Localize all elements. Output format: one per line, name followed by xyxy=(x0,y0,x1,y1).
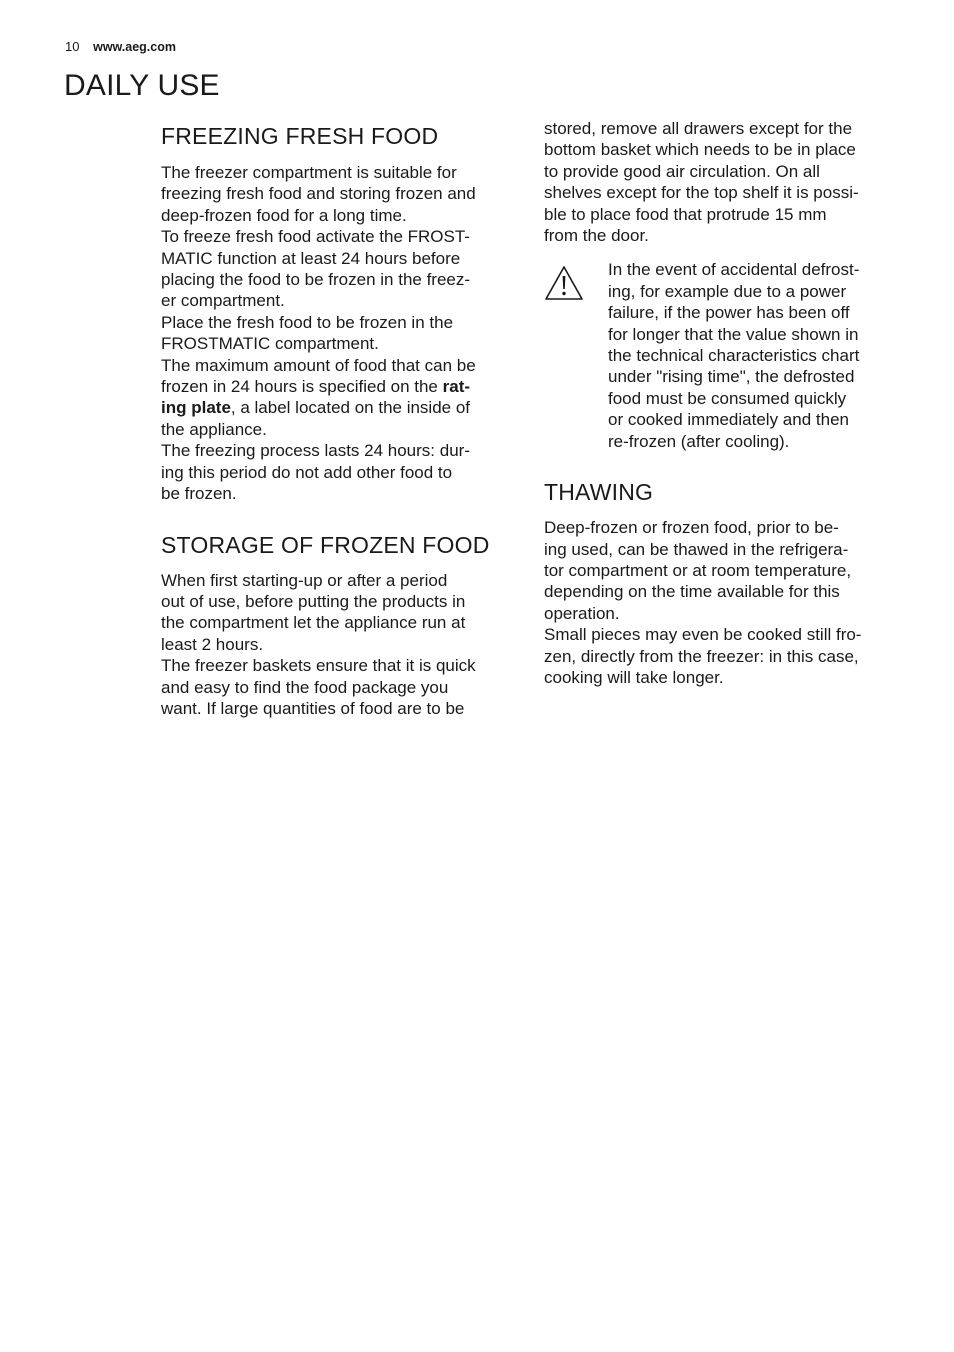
website-link[interactable]: www.aeg.com xyxy=(93,40,176,54)
text-line: or cooked immediately and then xyxy=(608,410,849,430)
text-line: bottom basket which needs to be in place xyxy=(544,140,856,160)
rating-line-pre: frozen in 24 hours is specified on the xyxy=(161,377,443,397)
text-line: to provide good air circulation. On all xyxy=(544,161,820,181)
text-line: FROSTMATIC compartment. xyxy=(161,334,379,354)
text-line: from the door. xyxy=(544,226,649,246)
text-line: The freezing process lasts 24 hours: dur- xyxy=(161,441,470,461)
text-line: The freezer compartment is suitable for xyxy=(161,163,457,182)
warning-icon-container xyxy=(544,259,608,452)
text-line-rating xyxy=(161,376,521,397)
left-column xyxy=(161,118,521,719)
text-line: want. If large quantities of food are to be xyxy=(161,698,465,718)
storage-paragraph-continued xyxy=(544,118,904,246)
text-line: least 2 hours. xyxy=(161,634,264,654)
storage-paragraph xyxy=(161,570,521,720)
section-title-freezing: FREEZING FRESH FOOD xyxy=(161,123,439,149)
rating-plate-term-1: rat- xyxy=(442,377,471,397)
text-line: be frozen. xyxy=(161,484,237,504)
text-line: the compartment let the appliance run at xyxy=(161,613,466,633)
section-thawing xyxy=(544,475,904,688)
text-line: for longer that the value shown in xyxy=(608,324,859,344)
text-line: out of use, before putting the products in xyxy=(161,591,466,611)
text-line: depending on the time available for this xyxy=(544,582,840,602)
text-line: The freezer baskets ensure that it is quick xyxy=(161,656,476,676)
page-number: 10 xyxy=(65,39,80,54)
section-freezing-fresh-food xyxy=(161,119,521,505)
section-storage-of-frozen-food xyxy=(161,528,521,720)
text-line: cooking will take longer. xyxy=(544,667,724,687)
text-line: and easy to find the food package you xyxy=(161,677,449,697)
page-title: DAILY USE xyxy=(64,69,220,102)
section-title-storage: STORAGE OF FROZEN FOOD xyxy=(161,531,490,558)
text-line-rating-2 xyxy=(161,397,521,418)
text-line: ing, for example due to a power xyxy=(608,281,847,301)
text-line: zen, directly from the freezer: in this case, xyxy=(544,646,859,666)
text-line: freezing fresh food and storing frozen and xyxy=(161,184,476,204)
text-line: re-frozen (after cooling). xyxy=(608,431,790,451)
text-line: deep-frozen food for a long time. xyxy=(161,205,407,225)
text-line: Place the fresh food to be frozen in the xyxy=(161,312,454,332)
rating-plate-term-2: ing plate xyxy=(161,398,231,418)
text-line: er compartment. xyxy=(161,291,285,311)
thawing-paragraph xyxy=(544,517,904,688)
text-line: under "rising time", the defrosted xyxy=(608,367,855,387)
text-line: operation. xyxy=(544,603,620,623)
warning-triangle-icon xyxy=(544,265,584,301)
text-line: MATIC function at least 24 hours before xyxy=(161,248,461,268)
text-line: shelves except for the top shelf it is possi- xyxy=(544,183,859,203)
text-line: Small pieces may even be cooked still fro- xyxy=(544,625,862,645)
freezing-paragraph xyxy=(161,162,521,505)
warning-text xyxy=(608,259,904,452)
section-title-thawing: THAWING xyxy=(544,479,654,506)
text-line: The maximum amount of food that can be xyxy=(161,355,476,375)
text-line: In the event of accidental defrost- xyxy=(608,260,860,280)
text-line: ing used, can be thawed in the refrigera- xyxy=(544,539,849,559)
text-line: placing the food to be frozen in the freez- xyxy=(161,270,471,290)
text-line: food must be consumed quickly xyxy=(608,388,847,408)
text-line: failure, if the power has been off xyxy=(608,303,850,323)
text-line: ble to place food that protrude 15 mm xyxy=(544,204,827,224)
text-line: stored, remove all drawers except for the xyxy=(544,119,853,138)
page-header xyxy=(65,37,176,57)
warning-notice xyxy=(544,259,904,452)
text-line: the appliance. xyxy=(161,419,267,439)
right-column xyxy=(544,118,904,688)
text-line: the technical characteristics chart xyxy=(608,346,860,366)
text-line: To freeze fresh food activate the FROST- xyxy=(161,227,470,247)
text-line: tor compartment or at room temperature, xyxy=(544,560,852,580)
text-line: When first starting-up or after a period xyxy=(161,570,448,590)
text-line: Deep-frozen or frozen food, prior to be- xyxy=(544,518,839,538)
rating-line-post: , a label located on the inside of xyxy=(230,398,471,418)
text-line: ing this period do not add other food to xyxy=(161,462,453,482)
